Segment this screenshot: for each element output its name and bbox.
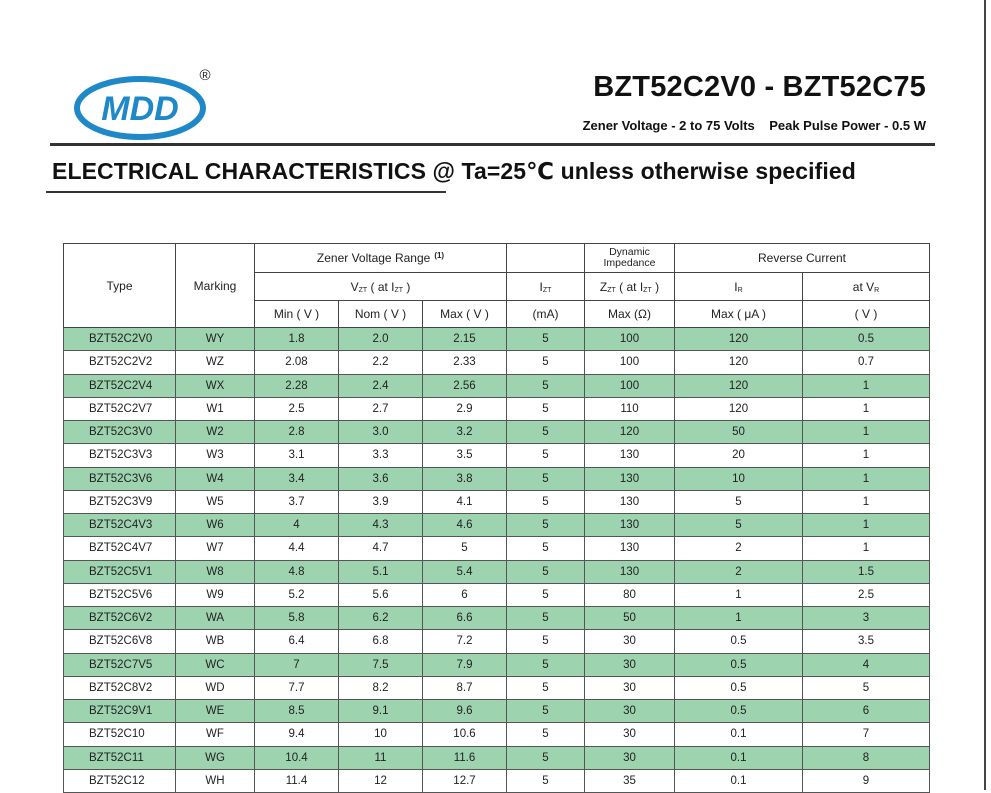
- cell-vz-min: 2.28: [255, 374, 339, 397]
- cell-ir: 5: [675, 514, 803, 537]
- cell-vz-min: 4.4: [255, 537, 339, 560]
- zzt-symbol: Z: [599, 279, 608, 294]
- cell-izt: 5: [507, 583, 585, 606]
- cell-type: BZT52C3V6: [64, 467, 176, 490]
- cell-vz-nom: 11: [339, 746, 423, 769]
- electrical-characteristics-table: [63, 243, 930, 793]
- cell-vz-max: 2.56: [423, 374, 507, 397]
- cell-type: BZT52C6V8: [64, 630, 176, 653]
- cell-marking: WE: [176, 700, 255, 723]
- table-row: [64, 444, 930, 467]
- dyn-line2: Impedance: [603, 257, 656, 269]
- cell-ir: 2: [675, 560, 803, 583]
- cell-zzt: 35: [585, 769, 675, 792]
- vzt-sub: ZT: [358, 286, 368, 294]
- cell-vr: 3.5: [803, 630, 930, 653]
- cell-type: BZT52C6V2: [64, 607, 176, 630]
- cell-vz-max: 2.9: [423, 397, 507, 420]
- cell-marking: WG: [176, 746, 255, 769]
- col-type-header: Type: [64, 244, 176, 328]
- cell-vz-nom: 6.2: [339, 607, 423, 630]
- cell-vr: 2.5: [803, 583, 930, 606]
- ir-sub: R: [737, 286, 743, 294]
- cell-ir: 0.1: [675, 769, 803, 792]
- cell-zzt: 100: [585, 328, 675, 351]
- cell-type: BZT52C9V1: [64, 700, 176, 723]
- cell-type: BZT52C2V4: [64, 374, 176, 397]
- table-row: [64, 583, 930, 606]
- cell-vz-nom: 8.2: [339, 676, 423, 699]
- mdd-logo: [74, 68, 214, 140]
- cell-vr: 1: [803, 374, 930, 397]
- cell-vz-max: 5: [423, 537, 507, 560]
- header-divider: [50, 143, 935, 146]
- cell-vz-nom: 3.0: [339, 421, 423, 444]
- cell-vz-max: 6.6: [423, 607, 507, 630]
- cell-vz-min: 2.08: [255, 351, 339, 374]
- cell-vz-max: 9.6: [423, 700, 507, 723]
- cell-ir: 0.1: [675, 746, 803, 769]
- cell-type: BZT52C3V0: [64, 421, 176, 444]
- cell-zzt: 100: [585, 351, 675, 374]
- cell-vz-min: 3.1: [255, 444, 339, 467]
- cell-vr: 8: [803, 746, 930, 769]
- registered-mark: ®: [199, 68, 211, 84]
- cell-izt: 5: [507, 700, 585, 723]
- cell-vz-nom: 2.4: [339, 374, 423, 397]
- cell-vz-max: 5.4: [423, 560, 507, 583]
- cell-type: BZT52C5V6: [64, 583, 176, 606]
- table-row: [64, 723, 930, 746]
- cell-marking: W3: [176, 444, 255, 467]
- cell-vz-max: 3.8: [423, 467, 507, 490]
- dyn-line1: Dynamic: [609, 246, 650, 258]
- min-header: Min ( V ): [255, 301, 339, 328]
- cell-vz-min: 1.8: [255, 328, 339, 351]
- cell-vr: 4: [803, 653, 930, 676]
- cell-zzt: 30: [585, 700, 675, 723]
- cell-zzt: 130: [585, 444, 675, 467]
- cell-izt: 5: [507, 537, 585, 560]
- cell-zzt: 30: [585, 653, 675, 676]
- nom-header: Nom ( V ): [339, 301, 423, 328]
- table-body: [64, 328, 930, 793]
- cell-izt: 5: [507, 653, 585, 676]
- cell-vz-max: 3.5: [423, 444, 507, 467]
- cell-izt: 5: [507, 560, 585, 583]
- cell-vz-max: 8.7: [423, 676, 507, 699]
- cell-type: BZT52C2V7: [64, 397, 176, 420]
- izt-symbol: I: [539, 279, 543, 294]
- vzt-symbol: V: [350, 279, 359, 294]
- cell-vz-nom: 5.6: [339, 583, 423, 606]
- cell-zzt: 30: [585, 723, 675, 746]
- cell-vr: 0.5: [803, 328, 930, 351]
- cell-marking: WC: [176, 653, 255, 676]
- cell-ir: 2: [675, 537, 803, 560]
- cell-vr: 1: [803, 467, 930, 490]
- cell-type: BZT52C4V7: [64, 537, 176, 560]
- cell-marking: WH: [176, 769, 255, 792]
- cell-vz-max: 7.2: [423, 630, 507, 653]
- cell-ir: 0.5: [675, 653, 803, 676]
- header-subtitle: Zener Voltage - 2 to 75 Volts Peak Pulse Power - 0.5 W: [582, 118, 926, 133]
- cell-vr: 1: [803, 537, 930, 560]
- cell-izt: 5: [507, 421, 585, 444]
- zzt-sub2: ZT: [643, 286, 652, 294]
- cell-vz-max: 7.9: [423, 653, 507, 676]
- table-row: [64, 397, 930, 420]
- cell-vz-nom: 2.2: [339, 351, 423, 374]
- cell-ir: 1: [675, 607, 803, 630]
- cell-ir: 10: [675, 467, 803, 490]
- cell-type: BZT52C2V2: [64, 351, 176, 374]
- cell-vz-min: 3.4: [255, 467, 339, 490]
- cell-vz-nom: 9.1: [339, 700, 423, 723]
- cell-ir: 0.5: [675, 676, 803, 699]
- cell-ir: 20: [675, 444, 803, 467]
- izt-unit-header: (mA): [507, 301, 585, 328]
- cell-type: BZT52C3V3: [64, 444, 176, 467]
- cell-vz-min: 10.4: [255, 746, 339, 769]
- cell-izt: 5: [507, 769, 585, 792]
- cell-zzt: 80: [585, 583, 675, 606]
- cell-vz-min: 5.2: [255, 583, 339, 606]
- cell-vr: 1: [803, 444, 930, 467]
- cell-marking: WZ: [176, 351, 255, 374]
- table-row: [64, 607, 930, 630]
- cell-vz-min: 7.7: [255, 676, 339, 699]
- cell-izt: 5: [507, 328, 585, 351]
- vzt-end: ): [403, 279, 411, 294]
- cell-vr: 0.7: [803, 351, 930, 374]
- vr-symbol: at V: [852, 279, 875, 294]
- cell-type: BZT52C4V3: [64, 514, 176, 537]
- col-marking-header: Marking: [176, 244, 255, 328]
- cell-izt: 5: [507, 514, 585, 537]
- cell-ir: 120: [675, 351, 803, 374]
- cell-izt: 5: [507, 490, 585, 513]
- cell-vz-nom: 5.1: [339, 560, 423, 583]
- cell-zzt: 30: [585, 630, 675, 653]
- cell-vz-nom: 12: [339, 769, 423, 792]
- cell-marking: WA: [176, 607, 255, 630]
- cell-vr: 1: [803, 397, 930, 420]
- cell-marking: WX: [176, 374, 255, 397]
- cell-ir: 0.5: [675, 700, 803, 723]
- table-row: [64, 514, 930, 537]
- cell-marking: W9: [176, 583, 255, 606]
- cell-izt: 5: [507, 444, 585, 467]
- cell-type: BZT52C3V9: [64, 490, 176, 513]
- cell-vz-min: 7: [255, 653, 339, 676]
- vzt-mid: ( at I: [367, 279, 395, 294]
- cell-zzt: 130: [585, 514, 675, 537]
- izt-header: [507, 273, 585, 301]
- table-row: [64, 676, 930, 699]
- dynamic-impedance-header: [585, 244, 675, 273]
- cell-izt: 5: [507, 630, 585, 653]
- cell-vz-nom: 10: [339, 723, 423, 746]
- cell-zzt: 30: [585, 676, 675, 699]
- cell-izt: 5: [507, 397, 585, 420]
- zzt-mid: ( at I: [615, 279, 644, 294]
- cell-ir: 120: [675, 328, 803, 351]
- zzt-unit-header: Max (Ω): [585, 301, 675, 328]
- cell-marking: W6: [176, 514, 255, 537]
- cell-vr: 7: [803, 723, 930, 746]
- cell-izt: 5: [507, 723, 585, 746]
- cell-vz-nom: 7.5: [339, 653, 423, 676]
- vr-sub: R: [874, 286, 880, 294]
- ir-unit-header: Max ( μA ): [675, 301, 803, 328]
- cell-vr: 3: [803, 607, 930, 630]
- cell-vz-min: 2.5: [255, 397, 339, 420]
- cell-ir: 1: [675, 583, 803, 606]
- cell-vz-min: 4.8: [255, 560, 339, 583]
- ir-header: [675, 273, 803, 301]
- cell-vz-nom: 2.0: [339, 328, 423, 351]
- section-title: ELECTRICAL CHARACTERISTICS @ Ta=25℃ unless otherwise specified: [52, 158, 856, 184]
- cell-vr: 6: [803, 700, 930, 723]
- cell-vz-nom: 3.6: [339, 467, 423, 490]
- header-row-1: [64, 244, 930, 273]
- izt-sub: ZT: [542, 286, 552, 294]
- cell-zzt: 130: [585, 560, 675, 583]
- cell-vz-nom: 3.9: [339, 490, 423, 513]
- cell-marking: W8: [176, 560, 255, 583]
- cell-vz-max: 2.15: [423, 328, 507, 351]
- cell-vz-max: 2.33: [423, 351, 507, 374]
- cell-type: BZT52C2V0: [64, 328, 176, 351]
- cell-vr: 1: [803, 514, 930, 537]
- cell-zzt: 100: [585, 374, 675, 397]
- cell-ir: 50: [675, 421, 803, 444]
- cell-marking: W1: [176, 397, 255, 420]
- zzt-sub: ZT: [607, 286, 616, 294]
- cell-izt: 5: [507, 746, 585, 769]
- table-row: [64, 537, 930, 560]
- cell-marking: WB: [176, 630, 255, 653]
- table-row: [64, 700, 930, 723]
- cell-marking: WY: [176, 328, 255, 351]
- cell-vz-min: 2.8: [255, 421, 339, 444]
- zener-range-label: Zener Voltage Range: [316, 251, 431, 265]
- cell-ir: 120: [675, 374, 803, 397]
- table-row: [64, 560, 930, 583]
- cell-type: BZT52C11: [64, 746, 176, 769]
- logo-text: MDD: [101, 90, 179, 128]
- cell-vz-min: 5.8: [255, 607, 339, 630]
- vr-header: [803, 273, 930, 301]
- zzt-end: ): [651, 279, 660, 294]
- cell-vz-min: 8.5: [255, 700, 339, 723]
- cell-vz-min: 6.4: [255, 630, 339, 653]
- cell-vr: 1: [803, 490, 930, 513]
- cell-type: BZT52C12: [64, 769, 176, 792]
- cell-ir: 5: [675, 490, 803, 513]
- cell-vz-min: 11.4: [255, 769, 339, 792]
- cell-vz-min: 3.7: [255, 490, 339, 513]
- table-row: [64, 746, 930, 769]
- izt-blank-header: [507, 244, 585, 273]
- cell-marking: WD: [176, 676, 255, 699]
- cell-vz-nom: 4.7: [339, 537, 423, 560]
- cell-marking: W7: [176, 537, 255, 560]
- table-row: [64, 421, 930, 444]
- cell-izt: 5: [507, 467, 585, 490]
- cell-izt: 5: [507, 374, 585, 397]
- max-header: Max ( V ): [423, 301, 507, 328]
- cell-vz-max: 4.6: [423, 514, 507, 537]
- zener-note: (1): [434, 251, 445, 260]
- cell-vz-min: 9.4: [255, 723, 339, 746]
- cell-zzt: 50: [585, 607, 675, 630]
- cell-vz-nom: 2.7: [339, 397, 423, 420]
- cell-ir: 0.1: [675, 723, 803, 746]
- vr-unit-header: ( V ): [803, 301, 930, 328]
- cell-vz-max: 11.6: [423, 746, 507, 769]
- cell-vr: 1: [803, 421, 930, 444]
- cell-zzt: 110: [585, 397, 675, 420]
- cell-izt: 5: [507, 351, 585, 374]
- cell-marking: WF: [176, 723, 255, 746]
- cell-ir: 0.5: [675, 630, 803, 653]
- cell-type: BZT52C7V5: [64, 653, 176, 676]
- reverse-current-header: Reverse Current: [675, 244, 930, 273]
- cell-vz-max: 10.6: [423, 723, 507, 746]
- cell-izt: 5: [507, 676, 585, 699]
- table-row: [64, 351, 930, 374]
- cell-izt: 5: [507, 607, 585, 630]
- vzt-sub2: ZT: [394, 286, 404, 294]
- cell-zzt: 120: [585, 421, 675, 444]
- cell-vz-nom: 3.3: [339, 444, 423, 467]
- cell-marking: W4: [176, 467, 255, 490]
- cell-marking: W2: [176, 421, 255, 444]
- cell-vz-max: 12.7: [423, 769, 507, 792]
- cell-vr: 9: [803, 769, 930, 792]
- cell-zzt: 130: [585, 467, 675, 490]
- table-row: [64, 653, 930, 676]
- cell-vr: 5: [803, 676, 930, 699]
- cell-vz-max: 3.2: [423, 421, 507, 444]
- section-underline: [46, 191, 446, 193]
- table-row: [64, 490, 930, 513]
- zzt-header: [585, 273, 675, 301]
- table-row: [64, 630, 930, 653]
- table-row: [64, 374, 930, 397]
- cell-type: BZT52C5V1: [64, 560, 176, 583]
- part-range-title: BZT52C2V0 - BZT52C75: [593, 71, 926, 103]
- cell-ir: 120: [675, 397, 803, 420]
- cell-type: BZT52C8V2: [64, 676, 176, 699]
- cell-vz-max: 6: [423, 583, 507, 606]
- vzt-header: [255, 273, 507, 301]
- cell-marking: W5: [176, 490, 255, 513]
- table-row: [64, 328, 930, 351]
- cell-zzt: 130: [585, 537, 675, 560]
- cell-zzt: 30: [585, 746, 675, 769]
- ir-symbol: I: [734, 279, 738, 294]
- table-row: [64, 467, 930, 490]
- zener-range-header: [255, 244, 507, 273]
- cell-vz-min: 4: [255, 514, 339, 537]
- cell-vr: 1.5: [803, 560, 930, 583]
- cell-vz-nom: 6.8: [339, 630, 423, 653]
- cell-vz-nom: 4.3: [339, 514, 423, 537]
- table-row: [64, 769, 930, 792]
- cell-vz-max: 4.1: [423, 490, 507, 513]
- cell-type: BZT52C10: [64, 723, 176, 746]
- cell-zzt: 130: [585, 490, 675, 513]
